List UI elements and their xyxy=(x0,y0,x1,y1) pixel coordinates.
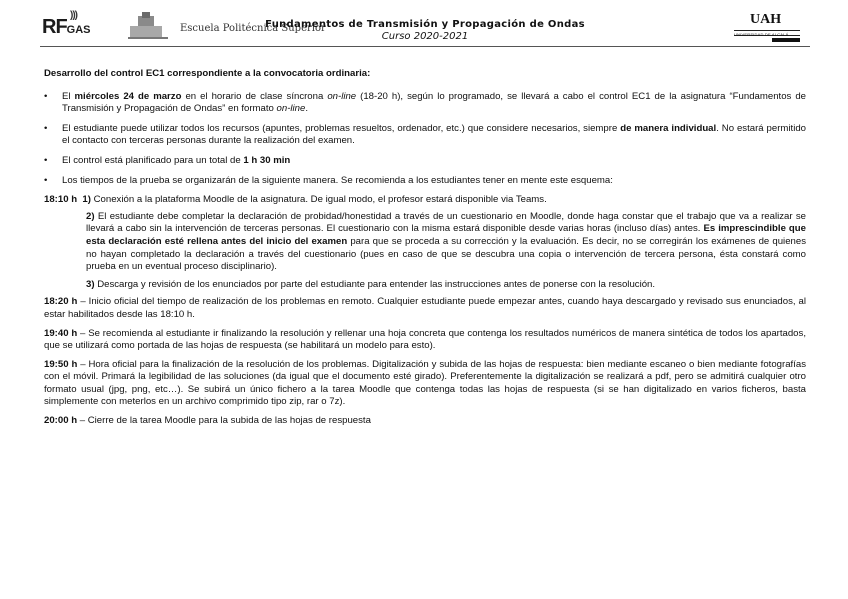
step-emphasis: Es imprescindible que esta declaración esté rellena antes del inicio del examen xyxy=(86,223,806,247)
header-divider xyxy=(40,46,810,47)
bullet-resources xyxy=(44,123,806,148)
course-label: Curso 2020-2021 xyxy=(381,31,469,42)
eps-logo-text: Escuela Politécnica Superior xyxy=(180,23,326,34)
step-text: Conexión a la plataforma Moodle de la asignatura. De igual modo, el profesor estará disponible via Teams. xyxy=(90,194,547,206)
bullet-schedule-intro: • Los tiempos de la prueba se organizarán de la siguiente manera. Se recomienda a los estudiantes tener en mente este esquema: xyxy=(44,175,806,188)
text-run: . xyxy=(305,103,309,115)
schedule-text: – Se recomienda al estudiante ir finalizando la resolución y rellenar una hoja concreta que contenga los resultados numéricos de manera sintética de todos los apartados, que se utilizará como portada de las hojas de respuesta (se habilitará un modelo para esto). xyxy=(44,327,806,352)
schedule-1820 xyxy=(44,296,806,321)
schedule-text: – Cierre de la tarea Moodle para la subida de las hojas de respuesta xyxy=(77,415,371,427)
step-text: para que se proceda a su corrección y la evaluación. Es decir, no se corregirán los exámenes de quienes no hayan completado la declaración a través del cuestionario (pues en caso de que se descubra una copia o intervención de tercera persona, ésta constará como prueba en un eventual proceso disciplinario). xyxy=(86,235,806,273)
uah-logo-subtext: UNIVERSIDAD DE ALCALÁ xyxy=(734,32,789,37)
uah-logo-text: UAH xyxy=(750,12,782,27)
time-label: 20:00 h xyxy=(44,415,78,427)
text-run: El xyxy=(62,90,75,102)
schedule-1810-step2 xyxy=(44,211,806,274)
text-run: El control está planificado para un total de xyxy=(62,154,244,166)
time-label: 18:10 h xyxy=(44,194,78,206)
step-number: 2) xyxy=(86,210,95,222)
step-number: 1) xyxy=(82,194,91,206)
page-header xyxy=(40,10,810,46)
bullet-date xyxy=(44,91,806,116)
text-run: . No estará permitido el contacto con terceras personas durante la realización del examen. xyxy=(62,122,807,147)
uah-logo xyxy=(732,12,802,42)
schedule-1940 xyxy=(44,328,806,353)
text-run: (18-20 h), según lo programado, se llevará a cabo el control EC1 de la asignatura “Fundamentos de Transmisión y Propagación de Ondas” en formato xyxy=(62,90,806,115)
bullet-duration xyxy=(44,155,806,168)
step-text: El estudiante debe completar la declaración de probidad/honestidad a través de un cuestionario en Moodle, donde haga constar que el trabajo que va a realizar se llevará a cabo sin la intervención de terceras personas. El cuestionario con la misma estará disponible desde varias horas (incluso días) antes. xyxy=(86,210,806,235)
online-term: on-line xyxy=(276,103,306,115)
schedule-1810-step1 xyxy=(44,194,806,207)
document-title: Fundamentos de Transmisión y Propagación de Ondas xyxy=(265,19,585,30)
step-text: Descarga y revisión de los enunciados por parte del estudiante para entender las instrucciones antes de ponerse con la resolución. xyxy=(94,278,656,290)
schedule-2000 xyxy=(44,415,806,428)
rfgas-logo-text: RF xyxy=(42,16,67,38)
exam-date: miércoles 24 de marzo xyxy=(74,90,182,102)
individual-emphasis: de manera individual xyxy=(620,122,717,134)
time-label: 19:50 h xyxy=(44,358,78,370)
uah-logo-block xyxy=(772,38,800,42)
step-number: 3) xyxy=(86,278,95,290)
schedule-text: – Inicio oficial del tiempo de realización de los problemas en remoto. Cualquier estudiante puede empezar antes, cuando haya descargado y revisado sus enunciados, al estar habilitados desde las 18:10 h. xyxy=(44,296,806,320)
text-run: en el horario de clase síncrona xyxy=(181,90,328,102)
document-body xyxy=(44,68,806,434)
online-term: on-line xyxy=(327,90,357,102)
schedule-text: – Hora oficial para la finalización de la resolución de los problemas. Digitalización y subida de las hojas de respuesta: bien mediante escaneo o bien mediante fotografías con el móvil. Primará la legibilidad de las soluciones (da igual que el documento esté girado). Preferentemente la digitalización se realizará a pdf, pero se admitirá cualquier otro formato usual (jpg, png, etc…). Se subirá un único fichero a la tarea Moodle que contenga todas las hojas de respuesta (si se han digitalizado en varios ficheros, basta simplemente con meterlos en un archivo comprimido tipo zip, rar o 7z). xyxy=(44,358,806,408)
time-label: 19:40 h xyxy=(44,327,78,339)
signal-waves-icon: ))) xyxy=(70,10,77,21)
section-heading: Desarrollo del control EC1 correspondiente a la convocatoria ordinaria: xyxy=(44,68,371,79)
schedule-1950 xyxy=(44,359,806,409)
rfgas-logo-subtext: GAS xyxy=(66,24,91,36)
time-label: 18:20 h xyxy=(44,296,78,308)
duration-value: 1 h 30 min xyxy=(243,154,291,166)
text-run: El estudiante puede utilizar todos los recursos (apuntes, problemas resueltos, ordenador, etc.) que considere necesarios, siempre xyxy=(62,122,621,134)
schedule-1810-step3 xyxy=(44,279,806,292)
